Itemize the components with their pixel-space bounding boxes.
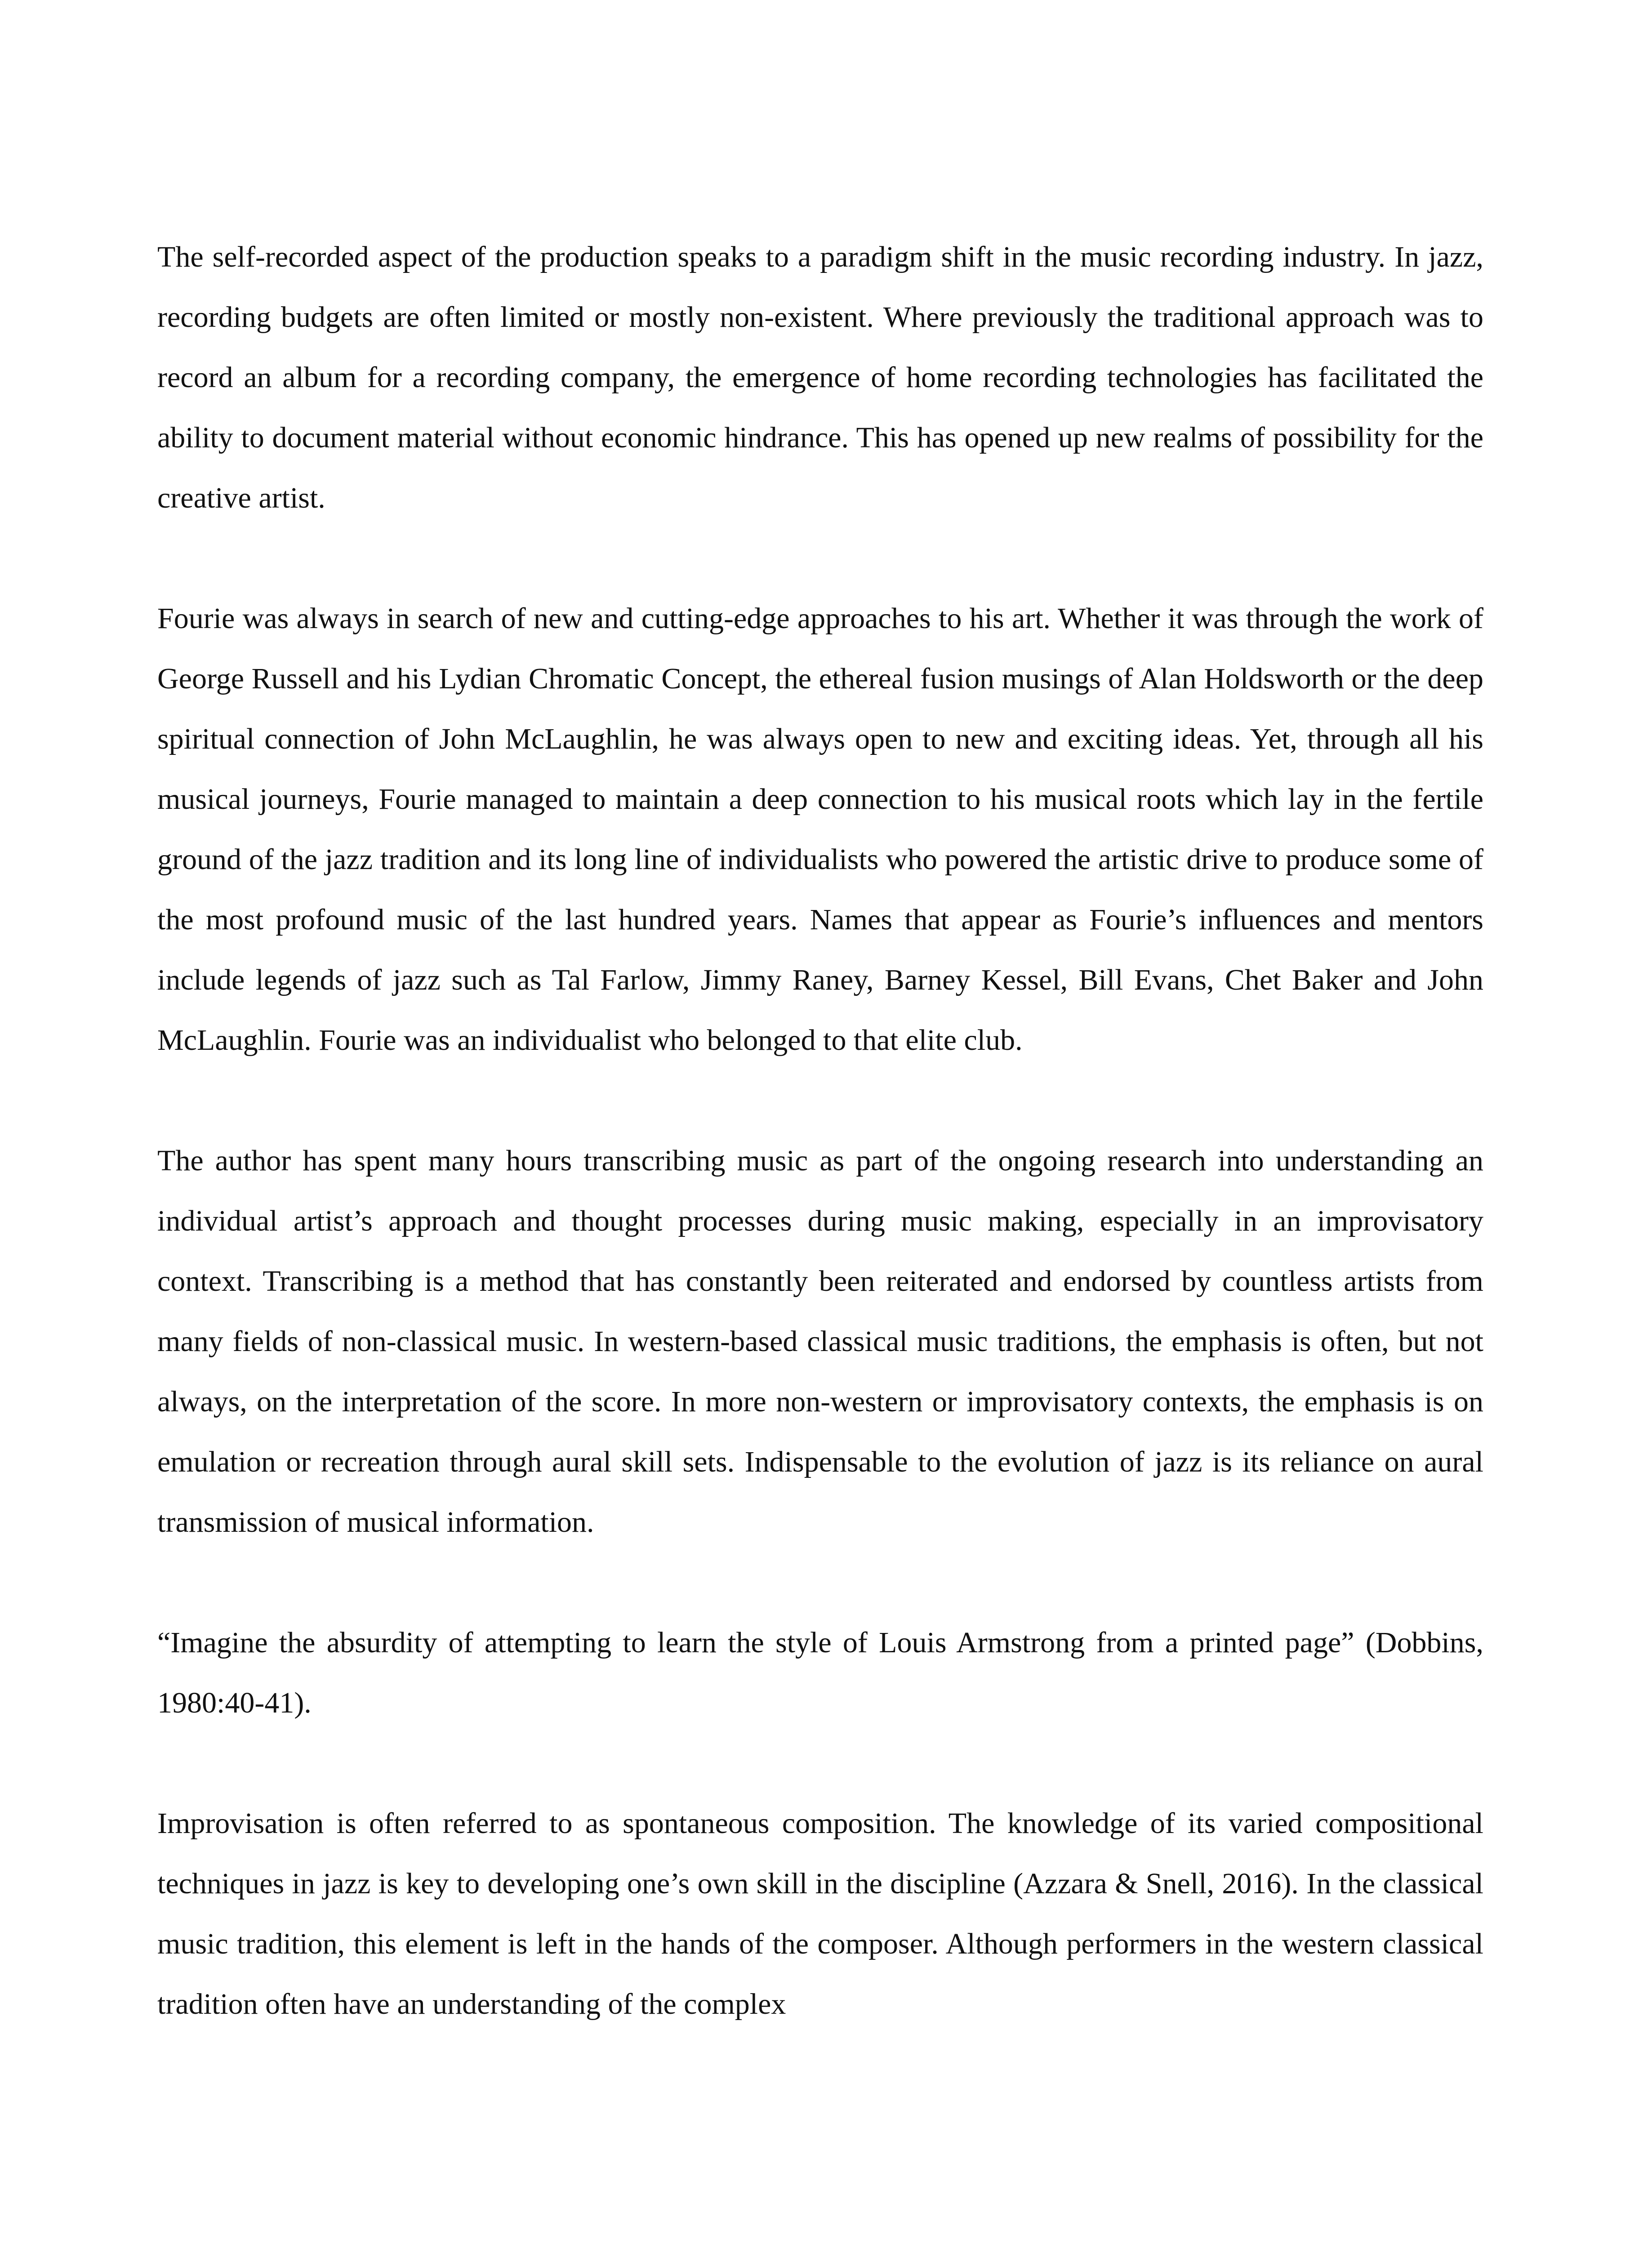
body-text <box>157 227 1483 2034</box>
paragraph-improvisation: Improvisation is often referred to as spontaneous composition. The knowledge of its varied compositional techniques in jazz is key to developing one’s own skill in the discipline (Azzara & Snell, 2016). In the classical music tradition, this element is left in the hands of the composer. Although performers in the western classical tradition often have an understanding of the complex <box>157 1807 1483 2021</box>
paragraph-self-recorded: The self-recorded aspect of the production speaks to a paradigm shift in the music recording industry. In jazz, recording budgets are often limited or mostly non-existent. Where previously the traditional approach was to record an album for a recording company, the emergence of home recording technologies has facilitated the ability to document material without economic hindrance. This has opened up new realms of possibility for the creative artist. <box>157 241 1483 514</box>
paragraph-transcribing: The author has spent many hours transcribing music as part of the ongoing research into understanding an individual artist’s approach and thought processes during music making, especially in an improvisatory context. Transcribing is a method that has constantly been reiterated and endorsed by countless artists from many fields of non-classical music. In western-based classical music traditions, the emphasis is often, but not always, on the interpretation of the score. In more non-western or improvisatory contexts, the emphasis is on emulation or recreation through aural skill sets. Indispensable to the evolution of jazz is its reliance on aural transmission of musical information. <box>157 1144 1483 1539</box>
paragraph-fourie-influences: Fourie was always in search of new and cutting-edge approaches to his art. Whether it was through the work of George Russell and his Lydian Chromatic Concept, the ethereal fusion musings of Alan Holdsworth or the deep spiritual connection of John McLaughlin, he was always open to new and exciting ideas. Yet, through all his musical journeys, Fourie managed to maintain a deep connection to his musical roots which lay in the fertile ground of the jazz tradition and its long line of individualists who powered the artistic drive to produce some of the most profound music of the last hundred years. Names that appear as Fourie’s influences and mentors include legends of jazz such as Tal Farlow, Jimmy Raney, Barney Kessel, Bill Evans, Chet Baker and John McLaughlin. Fourie was an individualist who belonged to that elite club. <box>157 602 1483 1057</box>
paragraph-quote: “Imagine the absurdity of attempting to learn the style of Louis Armstrong from a printed page” (Dobbins, 1980:40-41). <box>157 1626 1483 1719</box>
